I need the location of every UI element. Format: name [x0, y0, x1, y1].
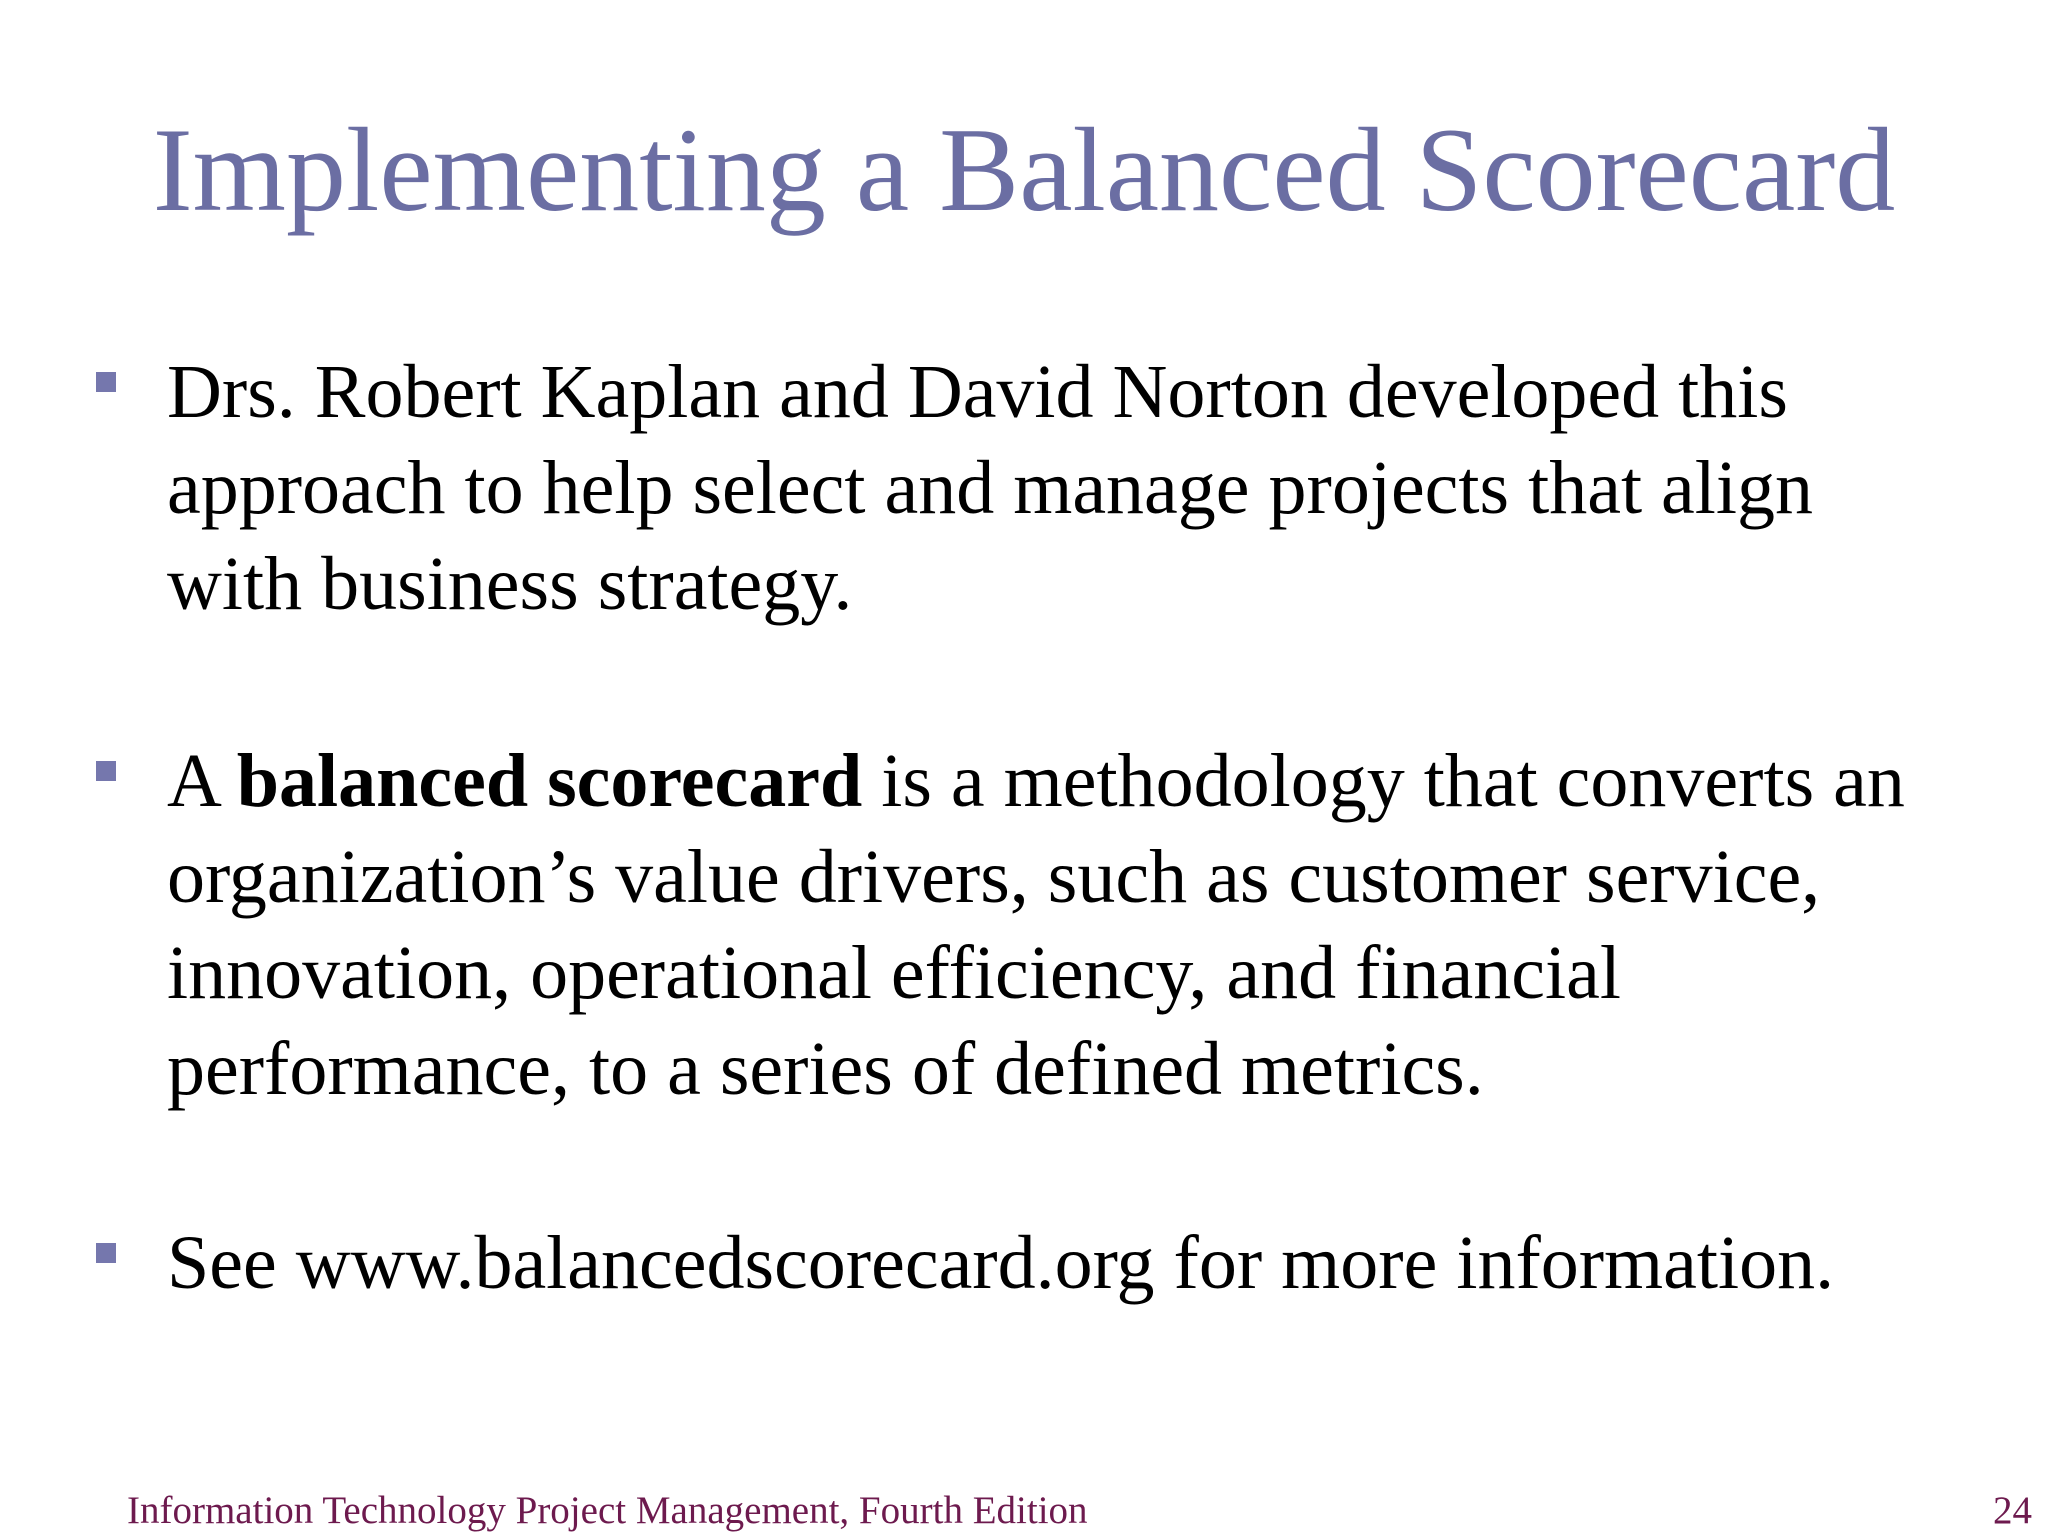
bullet-text-bold-term: balanced scorecard	[236, 739, 863, 823]
square-bullet-icon	[96, 1243, 116, 1263]
bullet-text-prefix: A	[167, 739, 237, 823]
footer-book-title: Information Technology Project Management, Fourth Edition	[127, 1489, 1088, 1532]
footer-page-number: 24	[1993, 1489, 2032, 1532]
bullet-text	[167, 733, 1957, 1117]
bullet-text: See www.balancedscorecard.org for more information.	[167, 1221, 1835, 1305]
square-bullet-icon	[96, 372, 116, 392]
square-bullet-icon	[96, 761, 116, 781]
bullet-text: Drs. Robert Kaplan and David Norton developed this approach to help select and manage projects that align with business strategy.	[167, 350, 1814, 626]
bullet-text-suffix: is a methodology that converts an organization’s value drivers, such as customer service, innovation, operational efficiency, and financial performance, to a series of defined metrics.	[167, 739, 1905, 1111]
slide-title: Implementing a Balanced Scorecard	[152, 103, 1896, 236]
